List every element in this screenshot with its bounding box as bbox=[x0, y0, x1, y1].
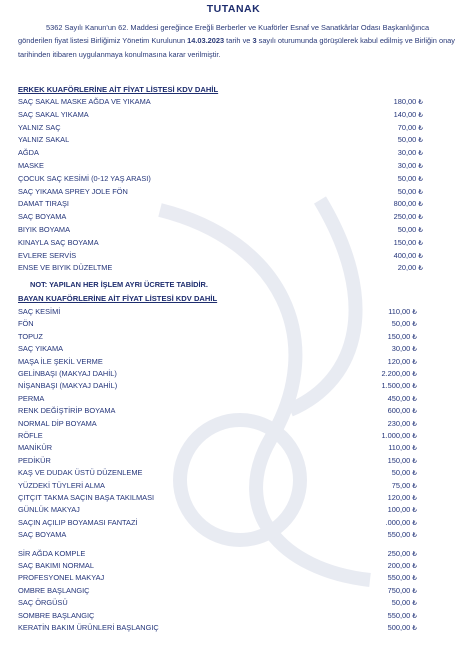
men-note: NOT: YAPILAN HER İŞLEM AYRI ÜCRETE TABİDİR. bbox=[30, 280, 208, 289]
meeting-number: 3 bbox=[252, 36, 257, 46]
men-section-heading: ERKEK KUAFÖRLERİNE AİT FİYAT LİSTESİ KDV DAHİL bbox=[18, 85, 219, 94]
men-service-name: BIYIK BOYAMA bbox=[18, 225, 71, 234]
women-service-name: YÜZDEKİ TÜYLERİ ALMA bbox=[18, 480, 105, 490]
women-service-name: SAÇ KESİMİ bbox=[18, 307, 61, 316]
men-service-name: MASKE bbox=[18, 161, 44, 170]
women-service-name: NİŞANBAŞI (MAKYAJ DAHİL) bbox=[18, 381, 118, 391]
women-service-price: .000,00 ₺ bbox=[385, 517, 417, 527]
men-service-name: SAÇ SAKAL YIKAMA bbox=[18, 109, 89, 119]
women-service-price: 50,00 ₺ bbox=[391, 468, 417, 478]
men-service-price: 20,00 ₺ bbox=[397, 263, 423, 273]
women-row bbox=[0, 573, 467, 585]
men-service-name: SAÇ YIKAMA SPREY JOLE FÖN bbox=[18, 186, 128, 196]
intro-paragraph bbox=[18, 21, 458, 61]
women-service-name: SAÇ ÖRGÜSÜ bbox=[18, 598, 68, 608]
men-service-name: AĞDA bbox=[18, 148, 39, 158]
men-service-price: 400,00 ₺ bbox=[393, 250, 423, 260]
men-service-name: YALNIZ SAÇ bbox=[18, 122, 61, 132]
women-service-name: SAÇ BAKIMI NORMAL bbox=[18, 561, 94, 570]
document-title: TUTANAK bbox=[206, 3, 261, 15]
women-row bbox=[0, 623, 467, 635]
men-service-name: EVLERE SERVİS bbox=[18, 250, 77, 260]
women-service-price: 110,00 ₺ bbox=[388, 307, 417, 316]
women-service-price: 1.000,00 ₺ bbox=[381, 431, 417, 440]
women-service-price: 450,00 ₺ bbox=[387, 393, 417, 403]
women-service-name: GELİNBAŞI (MAKYAJ DAHİL) bbox=[18, 369, 117, 378]
men-row bbox=[0, 251, 467, 263]
women-row bbox=[0, 468, 467, 480]
women-section-heading: BAYAN KUAFÖRLERİNE AİT FİYAT LİSTESİ KDV DAHİL bbox=[18, 294, 218, 303]
women-service-name: SAÇ BOYAMA bbox=[18, 530, 67, 540]
men-service-price: 250,00 ₺ bbox=[393, 212, 423, 222]
women-service-price: 150,00 ₺ bbox=[387, 331, 417, 341]
women-service-price: 120,00 ₺ bbox=[387, 493, 417, 502]
women-service-price: 250,00 ₺ bbox=[387, 548, 417, 558]
women-service-name: ÇITÇIT TAKMA SAÇIN BAŞA TAKILMASI bbox=[18, 493, 155, 502]
women-row bbox=[0, 481, 467, 493]
women-service-price: 75,00 ₺ bbox=[391, 480, 417, 490]
men-row bbox=[0, 225, 467, 237]
women-service-name: SOMBRE BAŞLANGIÇ bbox=[18, 610, 95, 620]
women-service-price: 50,00 ₺ bbox=[391, 319, 417, 329]
women-service-name: KERATİN BAKIM ÜRÜNLERİ BAŞLANGIÇ bbox=[18, 623, 159, 632]
women-service-name: OMBRE BAŞLANGIÇ bbox=[18, 585, 90, 595]
men-service-price: 50,00 ₺ bbox=[397, 135, 423, 145]
men-service-price: 140,00 ₺ bbox=[393, 109, 423, 119]
women-row bbox=[0, 549, 467, 561]
women-row bbox=[0, 598, 467, 610]
women-service-name: SAÇ YIKAMA bbox=[18, 344, 64, 354]
women-service-price: 150,00 ₺ bbox=[387, 455, 417, 465]
women-service-price: 230,00 ₺ bbox=[387, 418, 417, 428]
men-row bbox=[0, 199, 467, 211]
women-row bbox=[0, 332, 467, 344]
women-service-price: 2.200,00 ₺ bbox=[381, 369, 417, 378]
women-row bbox=[0, 406, 467, 418]
women-row bbox=[0, 431, 467, 443]
women-service-price: 120,00 ₺ bbox=[387, 356, 417, 366]
women-row bbox=[0, 518, 467, 530]
men-service-name: SAÇ SAKAL MASKE AĞDA VE YIKAMA bbox=[18, 97, 151, 106]
women-service-price: 30,00 ₺ bbox=[391, 344, 417, 354]
women-service-name: RÖFLE bbox=[18, 431, 43, 440]
men-row bbox=[0, 148, 467, 160]
women-service-name: KAŞ VE DUDAK ÜSTÜ DÜZENLEME bbox=[18, 468, 143, 478]
women-service-name: GÜNLÜK MAKYAJ bbox=[18, 505, 80, 515]
women-row bbox=[0, 344, 467, 356]
men-service-name: YALNIZ SAKAL bbox=[18, 135, 70, 145]
men-row bbox=[0, 110, 467, 122]
women-row bbox=[0, 561, 467, 573]
women-row bbox=[0, 586, 467, 598]
women-row bbox=[0, 369, 467, 381]
women-service-name: NORMAL DİP BOYAMA bbox=[18, 418, 97, 428]
women-service-name: SİR AĞDA KOMPLE bbox=[18, 548, 86, 558]
women-service-name: RENK DEĞİŞTİRİP BOYAMA bbox=[18, 406, 116, 416]
women-row bbox=[0, 357, 467, 369]
women-row bbox=[0, 319, 467, 331]
men-service-price: 180,00 ₺ bbox=[393, 97, 423, 106]
women-service-price: 600,00 ₺ bbox=[387, 406, 417, 416]
men-service-price: 50,00 ₺ bbox=[397, 225, 423, 234]
women-row bbox=[0, 381, 467, 393]
women-service-name: PERMA bbox=[18, 393, 45, 403]
intro-text-3: sayılı oturumunda görüşülerek kabul edilmiş ve Birliğin onay tarihinden itibaren uygulanmaya konulmasına karar verilmiştir. bbox=[18, 36, 455, 59]
women-row bbox=[0, 505, 467, 517]
women-row bbox=[0, 307, 467, 319]
women-service-price: 100,00 ₺ bbox=[387, 505, 417, 515]
women-service-price: 550,00 ₺ bbox=[387, 530, 417, 540]
women-service-price: 1.500,00 ₺ bbox=[381, 381, 417, 391]
men-service-price: 70,00 ₺ bbox=[397, 122, 423, 132]
men-service-name: ENSE VE BIYIK DÜZELTME bbox=[18, 263, 113, 273]
women-service-price: 50,00 ₺ bbox=[391, 598, 417, 608]
men-row bbox=[0, 212, 467, 224]
women-row bbox=[0, 493, 467, 505]
women-service-price: 550,00 ₺ bbox=[387, 573, 417, 583]
women-service-name: MANİKÜR bbox=[18, 443, 53, 453]
intro-text-2: tarih ve bbox=[224, 36, 253, 46]
men-row bbox=[0, 238, 467, 250]
women-row bbox=[0, 419, 467, 431]
women-row bbox=[0, 456, 467, 468]
men-service-price: 50,00 ₺ bbox=[397, 186, 423, 196]
men-service-name: DAMAT TIRAŞI bbox=[18, 199, 69, 209]
meeting-date: 14.03.2023 bbox=[187, 36, 225, 46]
women-service-price: 200,00 ₺ bbox=[387, 561, 417, 570]
men-service-price: 30,00 ₺ bbox=[397, 148, 423, 158]
women-service-name: MAŞA İLE ŞEKİL VERME bbox=[18, 356, 103, 366]
women-service-name: PEDİKÜR bbox=[18, 455, 51, 465]
women-service-name: FÖN bbox=[18, 319, 34, 329]
men-service-price: 50,00 ₺ bbox=[397, 173, 423, 183]
women-service-price: 750,00 ₺ bbox=[387, 585, 417, 595]
men-row bbox=[0, 97, 467, 109]
men-service-price: 800,00 ₺ bbox=[393, 199, 423, 209]
women-service-name: PROFESYONEL MAKYAJ bbox=[18, 573, 105, 583]
women-service-name: SAÇIN AÇILIP BOYAMASI FANTAZİ bbox=[18, 517, 138, 527]
intro-text-1: 5362 Sayılı Kanun'un 62. Maddesi gereğince Ereğli Berberler ve Kuaförler Esnaf ve Sanatkârlar Odası Başkanlığınca gönderilen fiyat listesi Birliğimiz Yönetim Kurulunun bbox=[18, 23, 430, 46]
men-service-name: ÇOCUK SAÇ KESİMİ (0-12 YAŞ ARASI) bbox=[18, 173, 151, 183]
women-service-name: TOPUZ bbox=[18, 331, 43, 341]
men-service-price: 150,00 ₺ bbox=[393, 237, 423, 247]
women-service-price: 500,00 ₺ bbox=[387, 623, 417, 632]
men-row bbox=[0, 174, 467, 186]
women-row bbox=[0, 530, 467, 542]
men-service-name: KINAYLA SAÇ BOYAMA bbox=[18, 237, 99, 247]
men-row bbox=[0, 123, 467, 135]
men-row bbox=[0, 263, 467, 275]
women-row bbox=[0, 611, 467, 623]
men-row bbox=[0, 187, 467, 199]
men-row bbox=[0, 135, 467, 147]
women-row bbox=[0, 394, 467, 406]
women-row bbox=[0, 443, 467, 455]
women-service-price: 550,00 ₺ bbox=[387, 610, 417, 620]
men-service-name: SAÇ BOYAMA bbox=[18, 212, 67, 222]
men-row bbox=[0, 161, 467, 173]
men-service-price: 30,00 ₺ bbox=[397, 161, 423, 170]
women-service-price: 110,00 ₺ bbox=[388, 443, 417, 453]
